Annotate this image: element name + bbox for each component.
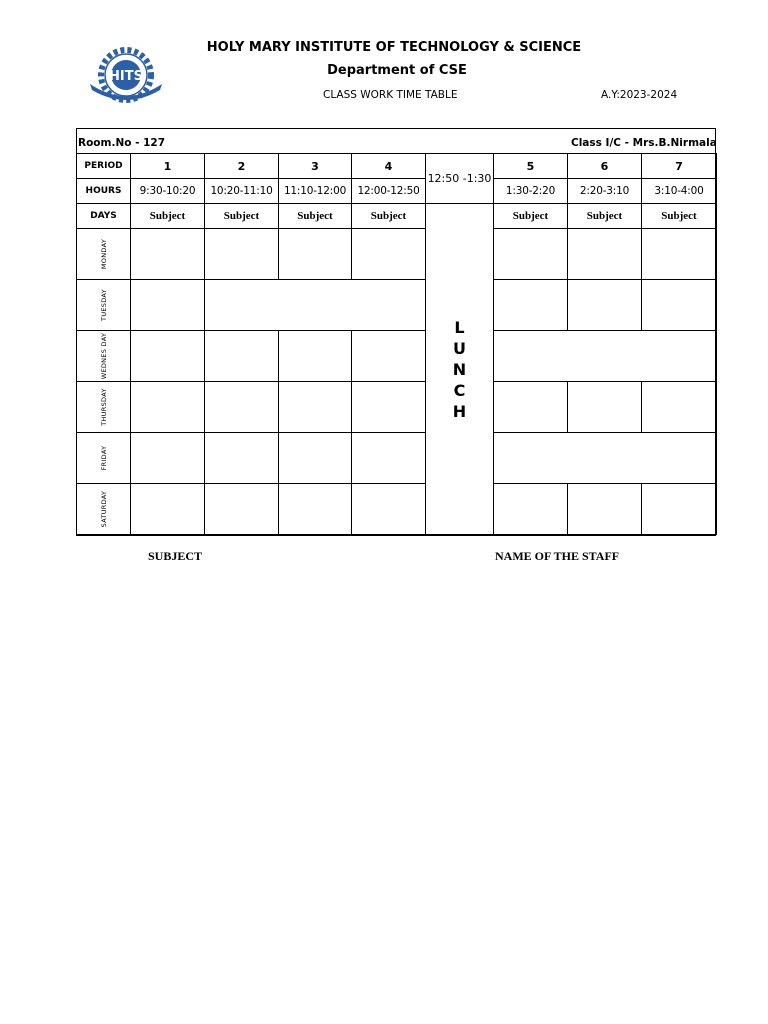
slot-cell[interactable] [205,433,279,484]
slot-cell[interactable] [494,280,568,331]
day-label: FRIDAY [99,445,108,471]
day-row-tuesday [77,280,717,331]
slot-cell[interactable] [568,484,642,535]
slot-cell[interactable] [205,484,279,535]
document-title: CLASS WORK TIME TABLE [323,89,458,101]
days-label: DAYS [77,204,131,229]
period-number: 5 [494,154,568,179]
svg-text:HITS: HITS [109,69,143,84]
slot-cell-merged[interactable] [205,280,426,331]
slot-cell[interactable] [352,433,426,484]
hours-cell: 11:10-12:00 [279,179,352,204]
subject-header: Subject [568,204,642,229]
slot-cell[interactable] [568,280,642,331]
timetable-grid [76,153,717,535]
subject-header: Subject [352,204,426,229]
slot-cell[interactable] [494,229,568,280]
slot-cell[interactable] [494,382,568,433]
academic-year: A.Y:2023-2024 [601,89,678,101]
day-label-cell [77,484,131,535]
slot-cell[interactable] [205,229,279,280]
slot-cell[interactable] [131,280,205,331]
lunch-letter: H [452,402,467,421]
day-label-cell [77,433,131,484]
day-row-wednesday [77,331,717,382]
hours-cell: 9:30-10:20 [131,179,205,204]
day-label: MONDAY [99,238,108,270]
day-label: TUESDAY [99,289,108,321]
hours-cell: 3:10-4:00 [642,179,717,204]
day-row-friday [77,433,717,484]
days-header-row [77,204,717,229]
hours-cell: 12:00-12:50 [352,179,426,204]
lunch-letter: C [453,381,466,400]
subject-header: Subject [494,204,568,229]
period-number: 4 [352,154,426,179]
lunch-letter: N [452,360,467,379]
lunch-letter: U [453,339,466,358]
slot-cell[interactable] [131,331,205,382]
period-number: 6 [568,154,642,179]
slot-cell[interactable] [352,229,426,280]
slot-cell[interactable] [279,484,352,535]
slot-cell[interactable] [279,229,352,280]
period-number: 3 [279,154,352,179]
room-number: Room.No - 127 [78,137,166,149]
subject-header: Subject [642,204,717,229]
day-label-cell [77,280,131,331]
slot-cell[interactable] [279,433,352,484]
slot-cell[interactable] [494,484,568,535]
slot-cell[interactable] [352,331,426,382]
lunch-column [426,204,494,535]
day-row-saturday [77,484,717,535]
lunch-letter: L [454,318,465,337]
slot-cell[interactable] [131,229,205,280]
day-row-monday [77,229,717,280]
slot-cell[interactable] [642,382,717,433]
slot-cell[interactable] [642,229,717,280]
slot-cell[interactable] [352,382,426,433]
hours-row [77,179,717,204]
day-label-cell [77,382,131,433]
day-label: WEDNES DAY [99,332,108,380]
hours-cell: 2:20-3:10 [568,179,642,204]
slot-cell[interactable] [205,331,279,382]
period-label: PERIOD [77,154,131,179]
slot-cell[interactable] [352,484,426,535]
period-number: 1 [131,154,205,179]
department-name: Department of CSE [327,63,467,78]
day-label-cell [77,229,131,280]
staff-footer-heading: NAME OF THE STAFF [495,549,620,563]
slot-cell[interactable] [131,484,205,535]
subject-header: Subject [279,204,352,229]
slot-cell[interactable] [279,331,352,382]
class-incharge: Class I/C - Mrs.B.Nirmala [571,137,717,149]
hours-label: HOURS [77,179,131,204]
hours-cell: 10:20-11:10 [205,179,279,204]
slot-cell-merged[interactable] [494,331,717,382]
subject-footer-heading: SUBJECT [148,549,203,563]
period-number: 2 [205,154,279,179]
slot-cell[interactable] [205,382,279,433]
day-row-thursday [77,382,717,433]
period-number: 7 [642,154,717,179]
subject-header: Subject [205,204,279,229]
slot-cell[interactable] [642,280,717,331]
subject-header: Subject [131,204,205,229]
day-label-cell [77,331,131,382]
day-label: SATURDAY [99,490,108,528]
slot-cell[interactable] [568,382,642,433]
slot-cell-merged[interactable] [494,433,717,484]
period-row [77,154,717,179]
institute-name: HOLY MARY INSTITUTE OF TECHNOLOGY & SCIENCE [206,40,582,55]
slot-cell[interactable] [131,382,205,433]
hours-cell: 1:30-2:20 [494,179,568,204]
day-label: THURSDAY [99,388,108,426]
slot-cell[interactable] [131,433,205,484]
slot-cell[interactable] [642,484,717,535]
slot-cell[interactable] [279,382,352,433]
slot-cell[interactable] [568,229,642,280]
lunch-time: 12:50 -1:30 [426,154,494,204]
